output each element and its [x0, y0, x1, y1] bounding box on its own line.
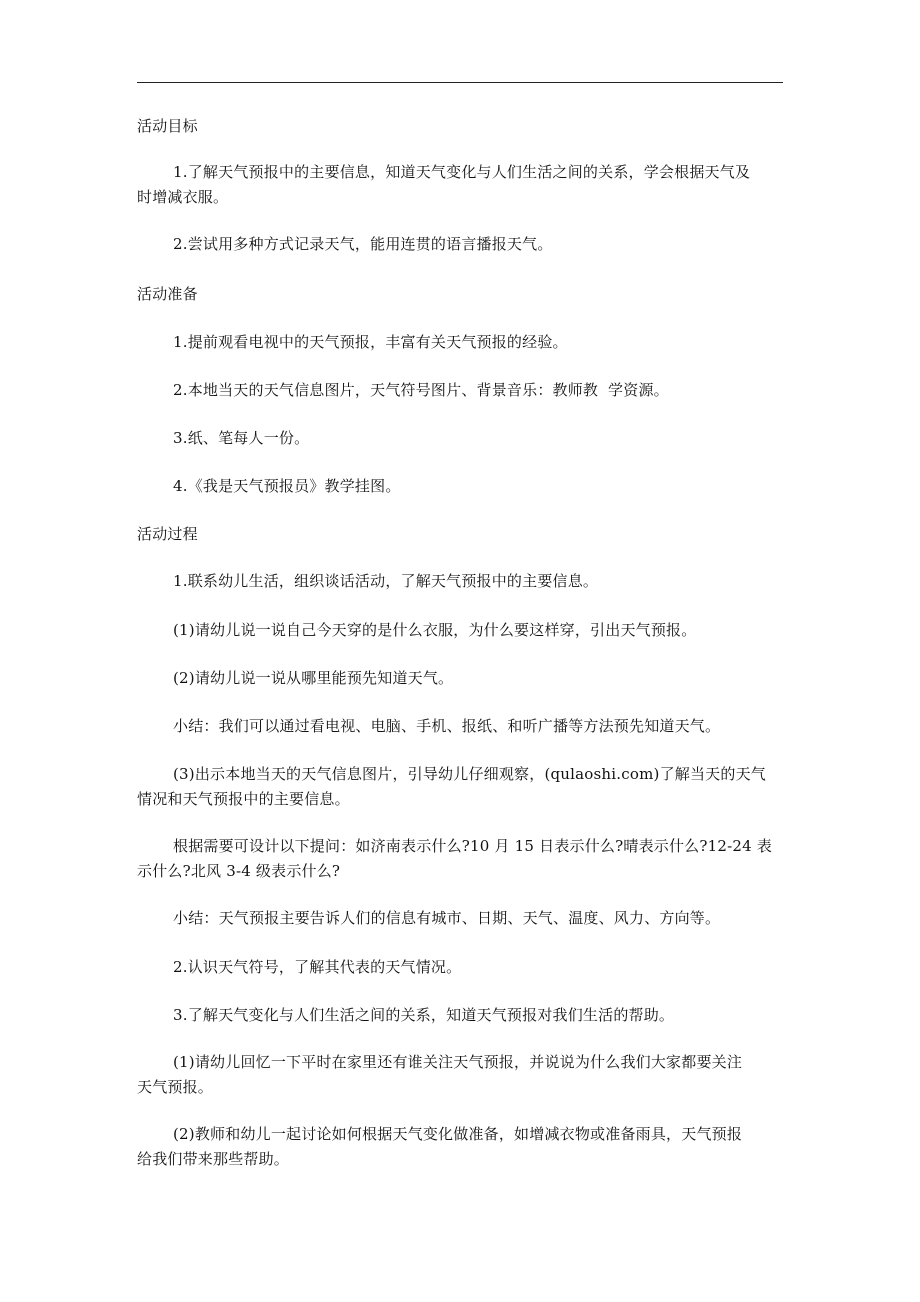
- paragraph: (3)出示本地当天的天气信息图片，引导幼儿仔细观察，(qulaoshi.com)了解当天的天气: [173, 765, 766, 783]
- paragraph: (2)请幼儿说一说从哪里能预先知道天气。: [173, 669, 454, 687]
- paragraph: 小结：我们可以通过看电视、电脑、手机、报纸、和听广播等方法预先知道天气。: [173, 717, 721, 735]
- paragraph: 根据需要可设计以下提问：如济南表示什么?10 月 15 日表示什么?晴表示什么?12-24 表: [173, 837, 773, 855]
- paragraph: 2.本地当天的天气信息图片，天气符号图片、背景音乐：教师教 学资源。: [173, 381, 669, 399]
- paragraph: 3.纸、笔每人一份。: [173, 429, 310, 447]
- paragraph-continuation: 示什么?北风 3-4 级表示什么?: [137, 862, 341, 880]
- paragraph: 3.了解天气变化与人们生活之间的关系，知道天气预报对我们生活的帮助。: [173, 1006, 675, 1024]
- paragraph: 1.了解天气预报中的主要信息，知道天气变化与人们生活之间的关系，学会根据天气及: [173, 163, 751, 181]
- paragraph-continuation: 情况和天气预报中的主要信息。: [137, 790, 350, 808]
- section-heading-goals: 活动目标: [137, 117, 198, 135]
- paragraph-continuation: 给我们带来那些帮助。: [137, 1150, 290, 1168]
- header-rule: [137, 82, 783, 83]
- paragraph-continuation: 天气预报。: [137, 1078, 214, 1096]
- paragraph: 4.《我是天气预报员》教学挂图。: [173, 477, 401, 495]
- section-heading-preparation: 活动准备: [137, 285, 198, 303]
- paragraph: (1)请幼儿回忆一下平时在家里还有谁关注天气预报，并说说为什么我们大家都要关注: [173, 1053, 743, 1071]
- paragraph: 2.认识天气符号，了解其代表的天气情况。: [173, 958, 462, 976]
- paragraph: (1)请幼儿说一说自己今天穿的是什么衣服，为什么要这样穿，引出天气预报。: [173, 621, 697, 639]
- paragraph-continuation: 时增减衣服。: [137, 188, 229, 206]
- section-heading-process: 活动过程: [137, 525, 198, 543]
- paragraph: 小结：天气预报主要告诉人们的信息有城市、日期、天气、温度、风力、方向等。: [173, 909, 721, 927]
- paragraph: 1.提前观看电视中的天气预报，丰富有关天气预报的经验。: [173, 333, 568, 351]
- paragraph: (2)教师和幼儿一起讨论如何根据天气变化做准备，如增减衣物或准备雨具，天气预报: [173, 1125, 743, 1143]
- paragraph: 1.联系幼儿生活，组织谈话活动，了解天气预报中的主要信息。: [173, 572, 599, 590]
- paragraph: 2.尝试用多种方式记录天气，能用连贯的语言播报天气。: [173, 235, 553, 253]
